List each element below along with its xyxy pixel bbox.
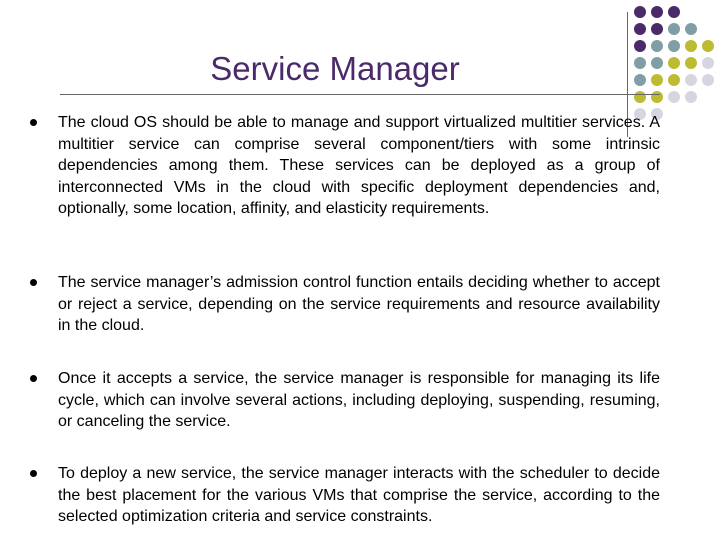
decorative-dot [685, 23, 697, 35]
bullet-text: The cloud OS should be able to manage and support virtualized multitier services. A multitier service can comprise several component/tiers with some intrinsic dependencies among them. These services can be deployed as a group of interconnected VMs in the cloud with specific deployment dependencies and, optionally, some location, affinity, and elasticity requirements. [58, 114, 660, 218]
horizontal-divider [60, 94, 660, 95]
decorative-dot [634, 23, 646, 35]
decorative-dot [651, 23, 663, 35]
bullet-icon [30, 470, 37, 477]
decorative-dot [668, 23, 680, 35]
decorative-dot [685, 40, 697, 52]
decorative-dot [634, 91, 646, 103]
decorative-dot [702, 40, 714, 52]
bullet-icon [30, 119, 37, 126]
decorative-dot [702, 57, 714, 69]
decorative-dot [651, 40, 663, 52]
decorative-dot [668, 40, 680, 52]
decorative-dot [668, 6, 680, 18]
decorative-dot [702, 74, 714, 86]
decorative-dot [651, 91, 663, 103]
decorative-dot [685, 57, 697, 69]
decorative-dot [685, 91, 697, 103]
decorative-dot [668, 91, 680, 103]
decorative-dot [634, 40, 646, 52]
decorative-dot [634, 74, 646, 86]
bullet-icon [30, 375, 37, 382]
bullet-text: Once it accepts a service, the service manager is responsible for managing its life cycle, which can involve several actions, including deploying, suspending, resuming, or canceling the service. [58, 370, 660, 431]
slide-title: Service Manager [210, 50, 460, 87]
bullet-text: The service manager’s admission control function entails deciding whether to accept or reject a service, depending on the service requirements and resource availability in the cloud. [58, 274, 660, 335]
decorative-dot [634, 6, 646, 18]
bullet-text: To deploy a new service, the service manager interacts with the scheduler to decide the best placement for the various VMs that comprise the service, according to the selected optimization criteria and service constraints. [58, 465, 660, 526]
decorative-dot [668, 74, 680, 86]
bullet-icon [30, 279, 37, 286]
decorative-dot [651, 57, 663, 69]
decorative-dot [668, 57, 680, 69]
decorative-dot [651, 74, 663, 86]
decorative-dot [685, 74, 697, 86]
decorative-dot [651, 6, 663, 18]
decorative-dot [634, 57, 646, 69]
